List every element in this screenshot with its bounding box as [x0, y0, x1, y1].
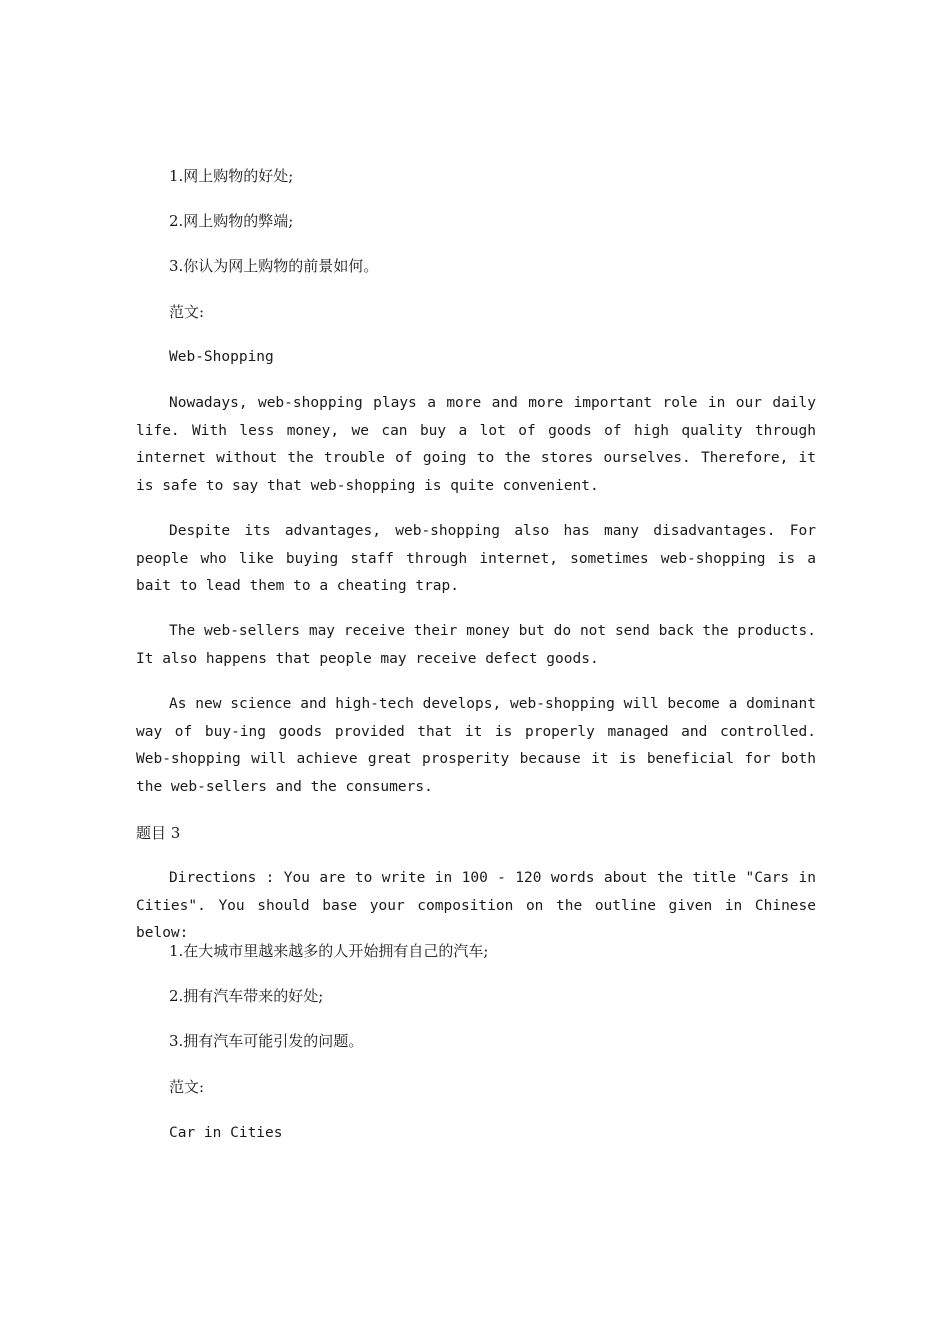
outline-item-1: 1.在大城市里越来越多的人开始拥有自己的汽车;	[169, 942, 489, 960]
outline-item-3: 3.你认为网上购物的前景如何。	[169, 257, 379, 275]
question-heading: 题目 3	[136, 824, 181, 842]
essay-title: Car in Cities	[169, 1125, 283, 1141]
essay-paragraph: The web-sellers may receive their money but do not send back the products. It also happens that people may receive defect goods.	[136, 623, 816, 667]
essay-paragraph: Despite its advantages, web-shopping also has many disadvantages. For people who like buying staff through internet, sometimes web-shopping is a bait to lead them to a cheating trap.	[136, 523, 816, 594]
essay-paragraph: As new science and high-tech develops, web-shopping will become a dominant way of buy-ing goods provided that it is properly managed and controlled. Web-shopping will achieve great prosperity because it is beneficial for both the web-sellers and the consumers.	[136, 696, 816, 795]
outline-item-3: 3.拥有汽车可能引发的问题。	[169, 1032, 364, 1050]
outline-item-2: 2.网上购物的弊端;	[169, 212, 294, 230]
outline-item-2: 2.拥有汽车带来的好处;	[169, 987, 324, 1005]
question-directions: Directions : You are to write in 100 - 120 words about the title "Cars in Cities". You should base your composition on the outline given in Chinese below:	[136, 870, 816, 941]
essay-paragraph: Nowadays, web-shopping plays a more and more important role in our daily life. With less money, we can buy a lot of goods of high quality through internet without the trouble of going to the stores ourselves. Therefore, it is safe to say that web-shopping is quite convenient.	[136, 395, 816, 494]
essay-title: Web-Shopping	[169, 349, 274, 365]
outline-item-1: 1.网上购物的好处;	[169, 167, 294, 185]
sample-essay-label: 范文:	[169, 1078, 205, 1096]
sample-essay-label: 范文:	[169, 303, 205, 321]
